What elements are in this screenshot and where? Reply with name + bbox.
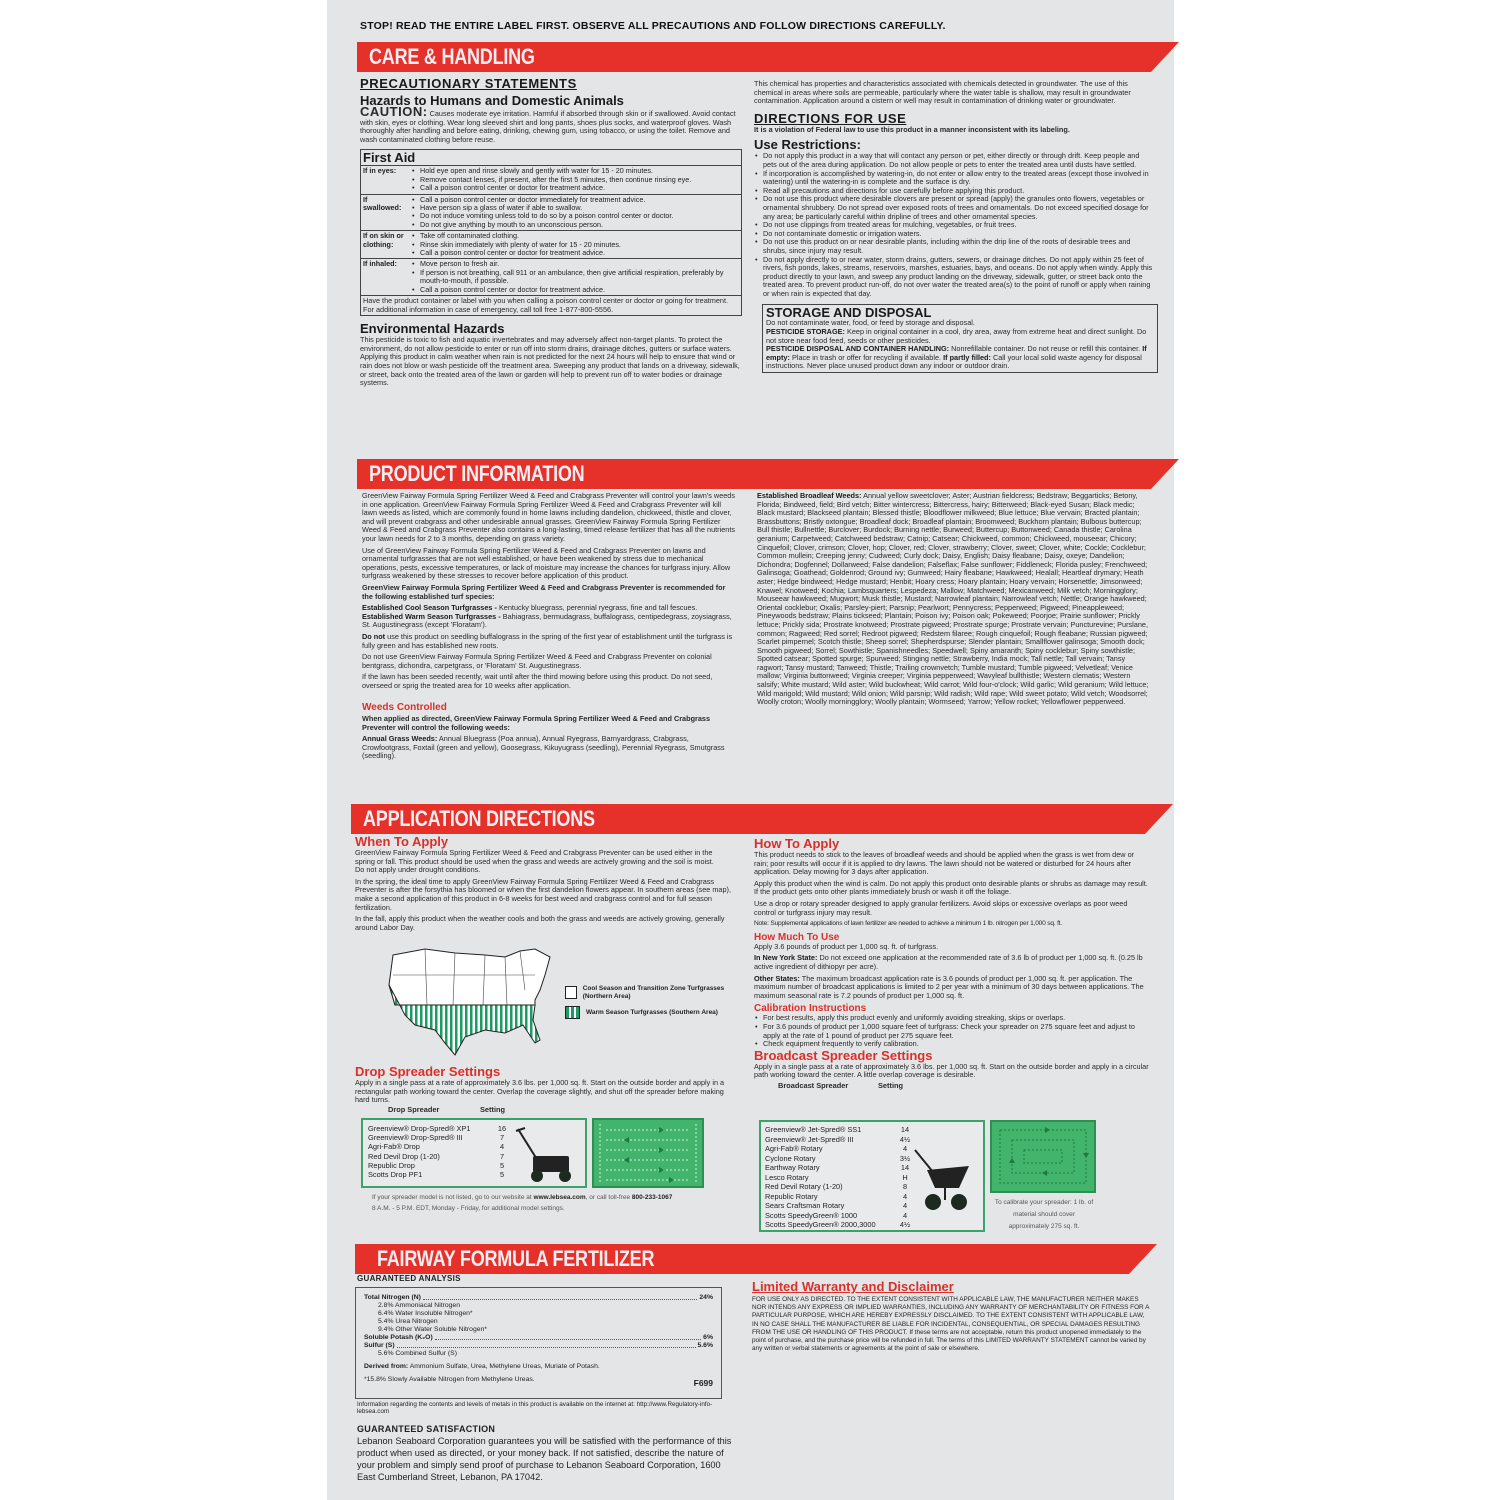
when-p1: GreenView Fairway Formula Spring Fertilizer Weed & Feed and Crabgrass Preventer can be used either in the spring or fall. This product should be used when the grass and weeds are actively growing and the soil is moist.	[355, 848, 714, 866]
restriction-item: • Do not use this product where desirable clovers are present or spread (apply) the granules onto flowers, vegetables or ornamental shrubbery. Do not spread over exposed roots of trees and ornamentals. Do not exceed specified dosage for any area; be particularly careful within dripline of trees and other ornamental species.	[754, 195, 1154, 221]
broadcast-pattern-diagram	[990, 1120, 1096, 1193]
satisfaction-text: Lebanon Seaboard Corporation guarantees you will be satisfied with the performance of this product when used as directed, or your money back. If not satisfied, describe the nature of your problem and simply send proof of purchase to Lebanon Seaboard Corporation, 1600 East Cumberland Street, Lebanon, PA 17042.	[357, 1436, 732, 1482]
legend-swatch-striped	[565, 1006, 580, 1019]
analysis-label: 9.4% Other Water Soluble Nitrogen*	[378, 1326, 487, 1333]
storage-text: PESTICIDE STORAGE: Keep in original container in a cool, dry area, away from extreme heat and direct sunlight. Do not store near food feed, seeds or other pesticides.	[766, 327, 1147, 345]
first-aid-box	[360, 149, 742, 316]
restriction-item: • Do not contaminate domestic or irrigation waters.	[754, 230, 1154, 239]
broadcast-spreader-table	[759, 1120, 985, 1232]
broadcast-spreader-text: Apply in a single pass at a rate of approximately 3.6 lbs. per 1,000 sq. ft. Start on the outside border and apply in a circular path working toward the center. A little overlap coverage is desirable.	[754, 1061, 1149, 1080]
analysis-label: 2.8% Ammoniacal Nitrogen	[378, 1302, 460, 1309]
when-to-apply-title: When To Apply	[355, 834, 449, 849]
spreader-setting: 4½	[899, 1134, 911, 1144]
first-aid-row	[361, 259, 741, 295]
banner-application-directions	[351, 804, 1145, 834]
restriction-item: • Do not apply directly to or near water, storm drains, gutters, sewers, or drainage ditches. Do not apply within 25 feet of rivers, fish ponds, lakes, streams, reservoirs, marshes, estuaries, bays, and oceans. Do not apply when windy. Apply this product directly to your lawn, and sweep any product landing on the driveway, sidewalk, gutter, or street back onto the treated area. To prevent product run-off, do not over water the treated area(s) to the point of runoff or apply when raining or when rain is expected that day.	[754, 256, 1154, 299]
first-aid-item: • Rinse skin immediately with plenty of water for 15 - 20 minutes.	[411, 241, 739, 249]
phone-number: 800-233-1067	[631, 1194, 673, 1201]
calibration-item: • Check equipment frequently to verify calibration.	[754, 1040, 1149, 1049]
banner-product-information	[357, 459, 1151, 489]
recommended-text: GreenView Fairway Formula Spring Fertilizer Weed & Feed and Crabgrass Preventer is recommended for the following established turf species:	[362, 582, 726, 601]
first-aid-item: • Call a poison control center or doctor for treatment advice.	[411, 184, 739, 192]
drop-spreader-note: If your spreader model is not listed, go to our website at www.lebsea.com, or call toll-free 800-233-1067 8 A.M. - 5 P.M. EDT, Monday - Friday, for additional model settings.	[372, 1194, 673, 1212]
restriction-item: • Do not use this product on or near desirable plants, including within the drip line of the roots of desirable trees and shrubs, since injury may result.	[754, 238, 1154, 255]
us-map-icon	[385, 945, 565, 1065]
spreader-setting: 4	[902, 1201, 908, 1210]
guaranteed-analysis-title: GUARANTEED ANALYSIS	[357, 1274, 461, 1283]
colonial-text: Do not use GreenView Fairway Formula Spring Fertilizer Weed & Feed and Crabgrass Preventer on colonial bentgrass, dichondra, carpetgrass, or 'Floratam' St. Augustinegrass.	[362, 652, 712, 670]
first-aid-label: If on skin or clothing:	[361, 231, 409, 259]
how-p2: Apply this product when the wind is calm. Do not apply this product onto desirable plants or shrubs as damage may result. If the product gets onto other plants immediately brush or wash it off the foliage.	[754, 878, 1148, 897]
spreader-setting: 4	[902, 1191, 908, 1201]
seeded-text: If the lawn has been seeded recently, wait until after the third mowing before using this product. Do not seed, overseed or sprig the treated area for 10 weeks after application.	[362, 672, 713, 690]
guaranteed-analysis-box	[355, 1287, 722, 1399]
spreader-name: Red Devil Rotary (1-20)	[765, 1182, 843, 1191]
weeds-intro: When applied as directed, GreenView Fairway Formula Spring Fertilizer Weed & Feed and Crabgrass Preventer will control the following weeds:	[362, 714, 711, 732]
circular-path-icon	[992, 1122, 1094, 1191]
broadcast-spreader-title: Broadcast Spreader Settings	[754, 1047, 933, 1063]
first-aid-item: • Move person to fresh air.	[411, 260, 739, 268]
banner-care-handling	[357, 42, 1151, 72]
spreader-setting: 4	[902, 1144, 908, 1153]
directions-section	[754, 80, 1154, 373]
spreader-name: Agri-Fab® Rotary	[765, 1144, 823, 1153]
product-code: F699	[693, 1378, 713, 1388]
spreader-row	[765, 1135, 979, 1145]
drop-spreader-text: Apply in a single pass at a rate of approximately 3.6 lbs. per 1,000 sq. ft. Start on the outside border and apply in a rectangular path working toward the center. Overlap the coverage slightly, and shut off the spreader before making hard turns.	[355, 1078, 725, 1105]
analysis-row	[364, 1310, 713, 1318]
analysis-label: 6.4% Water Insoluble Nitrogen*	[378, 1310, 473, 1317]
caution-text: Causes moderate eye irritation. Harmful if absorbed through skin or if swallowed. Avoid contact with skin, eyes or clothing. Wear long sleeved shirt and long pants, shoes plus socks, and waterproof gloves. Wash thoroughly after handling and before eating, drinking, chewing gum, using tobacco, or using the toilet. Remove and wash contaminated clothing before reuse.	[360, 109, 736, 144]
first-aid-label: If inhaled:	[361, 259, 409, 295]
storage-title: STORAGE AND DISPOSAL	[766, 305, 932, 321]
banner-fairway-formula-fertilizer	[355, 1244, 1129, 1274]
calibration-item: • For 3.6 pounds of product per 1,000 square feet of turfgrass: Check your spreader on 275 square feet and adjust to apply at the rate of 1 pound of product per 275 square feet.	[754, 1023, 1149, 1040]
analysis-label: 5.4% Urea Nitrogen	[378, 1318, 438, 1325]
spreader-name: Greenview® Jet-Spred® SS1	[765, 1125, 862, 1134]
spreader-name: Lesco Rotary	[765, 1172, 809, 1182]
first-aid-item: • Do not give anything by mouth to an unconscious person.	[411, 221, 739, 229]
drop-table-header: Drop Spreader Setting	[388, 1104, 506, 1114]
spreader-name: Red Devil Drop (1-20)	[368, 1151, 440, 1161]
drop-pattern-diagram	[592, 1118, 704, 1188]
analysis-label: Sulfur (S)	[364, 1342, 395, 1349]
how-to-apply-section	[754, 836, 1149, 1090]
analysis-label: Total Nitrogen (N)	[364, 1294, 421, 1301]
spreader-setting: 3½	[899, 1153, 911, 1163]
restriction-item: • Do not use clippings from treated areas for mulching, vegetables, or fruit trees.	[754, 221, 1154, 230]
analysis-value: 24%	[699, 1294, 713, 1301]
product-label	[327, 0, 1174, 1500]
spreader-name: Agri-Fab® Drop	[368, 1142, 420, 1152]
precautionary-title: PRECAUTIONARY STATEMENTS	[360, 76, 577, 91]
first-aid-item: • Call a poison control center or doctor immediately for treatment advice.	[411, 196, 739, 204]
restriction-item: • Do not apply this product in a way that will contact any person or pet, either directly or through drift. Keep people and pets out of the area during application. Do not allow people or pets to enter the treated area until dusts have settled.	[754, 152, 1154, 169]
spreader-name: Greenview® Jet-Spred® III	[765, 1134, 854, 1144]
spreader-row	[765, 1125, 979, 1135]
stop-notice: STOP! READ THE ENTIRE LABEL FIRST. OBSERVE ALL PRECAUTIONS AND FOLLOW DIRECTIONS CAREFULLY.	[360, 20, 946, 32]
restriction-item: • If incorporation is accomplished by watering-in, do not enter or allow entry to the treated areas (except those involved in watering) until the watering-in is complete and the surface is dry.	[754, 170, 1154, 187]
first-aid-item: • Call a poison control center or doctor for treatment advice.	[411, 249, 739, 257]
calibration-list	[754, 1014, 1149, 1048]
spreader-setting: H	[902, 1172, 908, 1182]
how-note: Note: Supplemental applications of lawn fertilizer are needed to achieve a minimum 1 lb. nitrogen per 1,000 sq. ft.	[754, 920, 1062, 928]
legend-cool-season: Cool Season and Transition Zone Turfgrasses (Northern Area)	[565, 985, 725, 1000]
warranty-title: Limited Warranty and Disclaimer	[752, 1279, 954, 1294]
satisfaction-title: GUARANTEED SATISFACTION	[357, 1424, 496, 1434]
broadleaf-weeds: Established Broadleaf Weeds: Annual yellow sweetclover; Aster; Austrian fieldcress; Bedstraw; Beggarticks; Betony, Florida; Bindweed, field; Bird vetch; Bitter wintercress; Bittercress, hairy; Bitterweed; Black-eyed Susan; Black medic; Black mustard; Blackseed plantain; Blessed thistle; Bloodflower milkweed; Blue lettuce; Blue vervain; Bracted plantain; Brassbuttons; Bristly oxtongue; Broadleaf dock; Broadleaf plantain; Broomweed; Buckhorn plantain; Bulbous buttercup; Bull thistle; Bullnettle; Burclover; Burdock; Burning nettle; Burweed; Buttercup; Buttonweed; Canada thistle; Carolina geranium; Carpetweed; Catchweed bedstraw; Catnip; Catsear; Chickweed, common; Chickweed, mouseear; Chicory; Cinquefoil; Clover, crimson; Clover, hop; Clover, red; Clover, strawberry; Clover, sweet; Clover, white; Cockle; Cocklebur; Common mullein; Creeping jenny; Cudweed; Curly dock; Daisy, English; Daisy fleabane; Daisy, oxeye; Dandelion; Dichondra; Dogfennel; Dollarweed; False dandelion; Falseflax; False sunflower; Fiddleneck; Florida pusley; Frenchweed; Galinsoga; Goathead; Goldenrod; Ground ivy; Gumweed; Hairy fleabane; Hawkweed; Healall; Heartleaf drymary; Heath aster; Hedge bindweed; Hedge mustard; Henbit; Hoary cress; Hoary plantain; Hoary vervain; Horsenettle; Jimsonweed; Knawel; Knotweed; Kochia; Lambsquarters; Lespedeza; Mallow; Matchweed; Mexicanweed; Milk vetch; Morningglory; Mouseear hawkweed; Mugwort; Musk thistle; Mustard; Narrowleaf plantain; Narrowleaf vetch; Nettle; Orange hawkweed; Oriental cocklebur; Oxalis; Parsley-piert; Parsnip; Pearlwort; Pennycress; Pepperweed; Pigweed; Pineappleweed; Pineywoods bedstraw; Plains tickseed; Plantain; Poison ivy; Poison oak; Pokeweed; Poorjoe; Prairie sunflower; Prickly lettuce; Prickly sida; Prostrate knotweed; Prostrate pigweed; Prostrate spurge; Prostrate vervain; Puncturevine; Purslane, common; Ragweed; Red sorrel; Redroot pigweed; Redstem filaree; Rough cinquefoil; Rough fleabane; Russian pigweed; Scarlet pimpernel; Scotch thistle; Sheep sorrel; Shepherdspurse; Slender plantain; Smallflower galinsoga; Smooth dock; Smooth pigweed; Sorrel; Sowthistle; Spanishneedles; Speedwell; Spiny amaranth; Spiny cocklebur; Spiny sowthistle; Spotted catsear; Spotted spurge; Spurweed; Stinging nettle; Strawberry, India mock; Tall nettle; Tall vervain; Tansy ragwort; Tansy mustard; Tanweed; Thistle; Trailing crownvetch; Tumble mustard; Tumble pigweed; Velvetleaf; Venice mallow; Virginia buttonweed; Virginia creeper; Virginia pepperweed; Wavyleaf bullthistle; Western clematis; Western salsify; White mustard; Wild aster; Wild buckwheat; Wild carrot; Wild four-o'clock; Wild garlic; Wild geranium; Wild lettuce; Wild marigold; Wild mustard; Wild onion; Wild parsnip; Wild radish; Wild rape; Wild sweet potato; Wild vetch; Woodsorrel; Woolly croton; Woolly morningglory; Woolly plantain; Wormseed; Yarrow; Yellow rocket; Yellowflower pepperweed.	[757, 491, 1149, 707]
first-aid-item: • Remove contact lenses, if present, after the first 5 minutes, then continue rinsing eye.	[411, 176, 739, 184]
banner-title: CARE & HANDLING	[369, 44, 535, 69]
spreader-name: Scotts SpeedyGreen® 2000,3000	[765, 1220, 876, 1229]
restriction-item: • Read all precautions and directions for use carefully before applying this product.	[754, 187, 1154, 196]
spreader-name: Cyclone Rotary	[765, 1153, 816, 1163]
when-to-apply-section	[355, 834, 733, 935]
other-states-text: Other States: The maximum broadcast application rate is 3.6 pounds of product per 1,000 sq. ft. per application. The maximum number of broadcast applications is limited to 2 per year with a minimum of 30 days between applications. The maximum seasonal rate is 7.2 pounds of product per 1,000 sq. ft.	[754, 973, 1144, 1000]
spreader-setting: 7	[499, 1133, 505, 1143]
analysis-row	[364, 1334, 713, 1342]
rectangular-path-icon	[594, 1120, 702, 1186]
caution-label: CAUTION:	[360, 104, 428, 119]
spreader-name: Republic Drop	[368, 1160, 415, 1170]
spreader-name: Republic Rotary	[765, 1191, 818, 1201]
cool-season-text: Established Cool Season Turfgrasses - Kentucky bluegrass, perennial ryegrass, fine and tall fescues.	[362, 603, 698, 613]
spreader-setting: 5	[499, 1170, 505, 1180]
storage-intro: Do not contaminate water, food, or feed by storage and disposal.	[766, 318, 975, 328]
broadcast-table-header: Broadcast Spreader Setting	[778, 1080, 904, 1090]
first-aid-item: • Have person sip a glass of water if able to swallow.	[411, 204, 739, 212]
first-aid-table	[361, 165, 741, 295]
spreader-name: Earthway Rotary	[765, 1163, 820, 1172]
federal-notice: It is a violation of Federal law to use this product in a manner inconsistent with its labeling.	[754, 124, 1070, 134]
drop-spreader-title: Drop Spreader Settings	[355, 1064, 501, 1079]
weeds-controlled-title: Weeds Controlled	[362, 702, 447, 714]
first-aid-item: • Call a poison control center or doctor for treatment advice.	[411, 286, 739, 294]
ga-footnote: *15.8% Slowly Available Nitrogen from Methylene Ureas. F699	[364, 1376, 713, 1388]
analysis-row	[364, 1350, 713, 1358]
storage-disposal-box	[762, 304, 1158, 373]
first-aid-label: If in eyes:	[361, 166, 409, 194]
spreader-setting: 14	[900, 1163, 910, 1172]
metals-note: Information regarding the contents and levels of metals in this product is available on the internet at: http://www.Regulatory-info-lebsea.com	[357, 1401, 713, 1416]
drop-spreader-image-icon	[513, 1126, 573, 1184]
groundwater-text: This chemical has properties and characteristics associated with chemicals detected in groundwater. The use of this chemical in areas where soils are permeable, particularly where the water table is shallow, may result in groundwater contamination. Application around a cistern or well may result in contamination of drinking water or groundwater.	[754, 79, 1131, 106]
spreader-name: Scotts Drop PF1	[368, 1170, 423, 1180]
derived-from: Derived from: Ammonium Sulfate, Urea, Methylene Ureas, Muriate of Potash.	[364, 1363, 600, 1370]
first-aid-footer: Have the product container or label with you when calling a poison control center or doctor or going for treatment. For additional information in case of emergency, call toll free 1-877-800-5556.	[361, 295, 741, 315]
warm-season-text: Established Warm Season Turfgrasses - Bahiagrass, bermudagrass, buffalograss, centipedegrass, zoysiagrass, St. Augustinegrass (except 'Floratam').	[362, 611, 732, 630]
disposal-text: PESTICIDE DISPOSAL AND CONTAINER HANDLING: Nonrefillable container. Do not reuse or refill this container. If empty: Place in trash or offer for recycling if available. If partly filled: Call your local solid waste agency for disposal instructions. Never place unused product down any indoor or outdoor drain.	[766, 344, 1147, 371]
how-much-p1: Apply 3.6 pounds of product per 1,000 sq. ft. of turfgrass.	[754, 941, 939, 951]
us-turfgrass-map	[385, 945, 565, 1065]
spreader-setting: 4	[499, 1142, 505, 1152]
new-york-text: In New York State: Do not exceed one application at the recommended rate of 3.6 lb of product per 1,000 sq. ft. (0.25 lb active ingredient of dithiopyr per acre).	[754, 953, 1143, 971]
do-not-text: Do not use this product on seedling buffalograss in the spring of the first year of establishment until the turfgrass is fully green and has established new roots.	[362, 631, 733, 650]
first-aid-item: • Hold eye open and rinse slowly and gently with water for 15 - 20 minutes.	[411, 167, 739, 175]
product-info-left	[362, 492, 737, 764]
first-aid-row	[361, 166, 741, 194]
legend-warm-season: Warm Season Turfgrasses (Southern Area)	[565, 1006, 725, 1019]
when-p3: In the spring, the ideal time to apply GreenView Fairway Formula Spring Fertilizer Weed & Feed and Crabgrass Preventer is after the forsythia has bloomed or when the first dandelion flowers appear. In southern areas (see map), make a second application of this product in 6-8 weeks for best weed and crabgrass control and for full season fertilization.	[355, 876, 731, 912]
first-aid-title: First Aid	[363, 150, 416, 166]
analysis-row	[364, 1294, 713, 1302]
how-much-title: How Much To Use	[754, 931, 840, 943]
calibrate-note: To calibrate your spreader: 1 lb. of material should cover approximately 275 sq. ft.	[994, 1199, 1094, 1230]
when-p2: Do not apply under drought conditions.	[355, 865, 481, 875]
spreader-name: Greenview® Drop-Spred® XP1	[368, 1124, 471, 1133]
first-aid-item: • Take off contaminated clothing.	[411, 232, 739, 240]
banner-title: PRODUCT INFORMATION	[369, 461, 585, 486]
legend-swatch-plain	[565, 986, 577, 999]
spreader-setting: 4	[902, 1210, 908, 1220]
how-p3: Use a drop or rotary spreader designed to apply granular fertilizers. Avoid skips or excessive overlaps as poor weed control or turfgrass injury may result.	[754, 898, 1128, 917]
spreader-name: Sears Craftsman Rotary	[765, 1201, 845, 1210]
calibration-item: • For best results, apply this product evenly and uniformly avoiding streaking, skips or overlaps.	[754, 1014, 1149, 1023]
broadcast-spreader-image-icon	[911, 1144, 975, 1214]
precautionary-section	[360, 76, 740, 388]
banner-title: APPLICATION DIRECTIONS	[363, 806, 595, 831]
environmental-hazards-title: Environmental Hazards	[360, 321, 505, 337]
banner-title: FAIRWAY FORMULA FERTILIZER	[377, 1246, 655, 1271]
product-use-note: Use of GreenView Fairway Formula Spring Fertilizer Weed & Feed and Crabgrass Preventer on lawns and ornamental turfgrasses that are not well established, or have been weakened by stress due to mechanical operations, pests, excessive temperatures, or lack of moisture may increase the chances for turfgrass injury. Allow turfgrass weakened by these stresses to recover before application of this product.	[362, 545, 731, 581]
spreader-setting: 16	[497, 1124, 507, 1133]
product-intro: GreenView Fairway Formula Spring Fertilizer Weed & Feed and Crabgrass Preventer will control your lawn's weeds in one application. GreenView Fairway Formula Spring Fertilizer Weed & Feed and Crabgrass Preventer will kill lawn weeds as listed, which are commonly found in home lawns including dandelion, chickweed, thistle and clover, and will prevent crabgrass and other undesirable annual grasses. GreenView Fairway Formula Spring Fertilizer Weed & Feed and Crabgrass Preventer also contains a long-lasting, timed release fertilizer that has all the nutrients your lawn needs for 2 to 3 months, depending on grass variety.	[362, 491, 736, 543]
annual-grass-weeds: Annual Grass Weeds: Annual Bluegrass (Poa annua), Annual Ryegrass, Barnyardgrass, Crabgrass, Crowfootgrass, Foxtail (green and yellow), Goosegrass, Kikuyugrass (seedling), Perennial Ryegrass, Smutgrass (seedling).	[362, 734, 725, 761]
analysis-value: 5.6%	[697, 1342, 713, 1349]
map-legend	[565, 985, 725, 1019]
spreader-row	[765, 1220, 979, 1230]
spreader-name: Greenview® Drop-Spred® III	[368, 1133, 463, 1143]
how-to-apply-title: How To Apply	[754, 836, 840, 851]
first-aid-item: • Do not induce vomiting unless told to do so by a poison control center or doctor.	[411, 212, 739, 220]
spreader-setting: 14	[900, 1125, 910, 1134]
spreader-setting: 8	[902, 1182, 908, 1191]
analysis-row	[364, 1342, 713, 1350]
spreader-setting: 5	[499, 1160, 505, 1170]
analysis-value: 6%	[703, 1334, 713, 1341]
caution-block	[360, 104, 740, 144]
drop-spreader-table	[361, 1118, 587, 1188]
first-aid-row	[361, 231, 741, 259]
restrictions-list	[754, 152, 1154, 298]
first-aid-row	[361, 194, 741, 231]
environmental-hazards-text: This pesticide is toxic to fish and aquatic invertebrates and may adversely affect non-target plants. To protect the environment, do not allow pesticide to enter or run off into storm drains, drainage ditches, gutters or surface waters. Applying this product in calm weather when rain is not predicted for the next 24 hours will help to ensure that wind or rain does not blow or wash pesticide off the treatment area. Sweeping any product that lands on a driveway, sidewalk, or street, back onto the treated area of the lawn or garden will help to prevent run off to water bodies or drainage systems.	[360, 335, 740, 388]
how-p1: This product needs to stick to the leaves of broadleaf weeds and should be applied when the grass is wet from dew or rain; poor results will occur if it is applied to dry lawns. The lawn should not be watered or disturbed for 24 hours after application. Delay mowing for 3 days after application.	[754, 850, 1135, 877]
spreader-setting: 4½	[899, 1220, 911, 1229]
analysis-label: 5.6% Combined Sulfur (S)	[378, 1350, 457, 1357]
directions-title: DIRECTIONS FOR USE	[754, 110, 907, 126]
spreader-setting: 7	[499, 1151, 505, 1161]
when-p4: In the fall, apply this product when the weather cools and both the grass and weeds are actively growing, generally around Labor Day.	[355, 914, 725, 932]
spreader-name: Scotts SpeedyGreen® 1000	[765, 1210, 858, 1220]
warranty-text: FOR USE ONLY AS DIRECTED. TO THE EXTENT CONSISTENT WITH APPLICABLE LAW, THE MANUFACTURER NEITHER MAKES NOR INTENDS ANY EXPRESS OR IMPLIED WARRANTIES, INCLUDING ANY WARRANTY OF MERCHANTABILITY OR FITNESS FOR A PARTICULAR PURPOSE, WHICH ARE HEREBY EXPRESSLY DISCLAIMED. TO THE EXTENT CONSISTENT WITH APPLICABLE LAW, IN NO CASE SHALL THE MANUFACTURER BE LIABLE FOR INCIDENTAL, CONSEQUENTIAL, OR SPECIAL DAMAGES RESULTING FROM THE USE OR HANDLING OF THIS PRODUCT. If these terms are not acceptable, return this product unopened immediately to the point of purchase, and the purchase price will be refunded in full. The terms of this LIMITED WARRANTY STATEMENT cannot be varied by any written or verbal statements or agreements at the point of sale or elsewhere.	[752, 1296, 1149, 1353]
analysis-row	[364, 1318, 713, 1326]
first-aid-label: If swallowed:	[361, 194, 409, 231]
analysis-row	[364, 1302, 713, 1310]
analysis-label: Soluble Potash (K₂O)	[364, 1334, 433, 1341]
drop-spreader-section	[355, 1064, 733, 1114]
hazards-title: Hazards to Humans and Domestic Animals	[360, 93, 624, 108]
website-link[interactable]: www.lebsea.com	[533, 1194, 586, 1201]
analysis-row	[364, 1326, 713, 1334]
first-aid-item: • If person is not breathing, call 911 or an ambulance, then give artificial respiration, preferably by mouth-to-mouth, if possible.	[411, 269, 739, 286]
restrictions-title: Use Restrictions:	[754, 137, 861, 153]
calibration-title: Calibration Instructions	[754, 1003, 867, 1015]
